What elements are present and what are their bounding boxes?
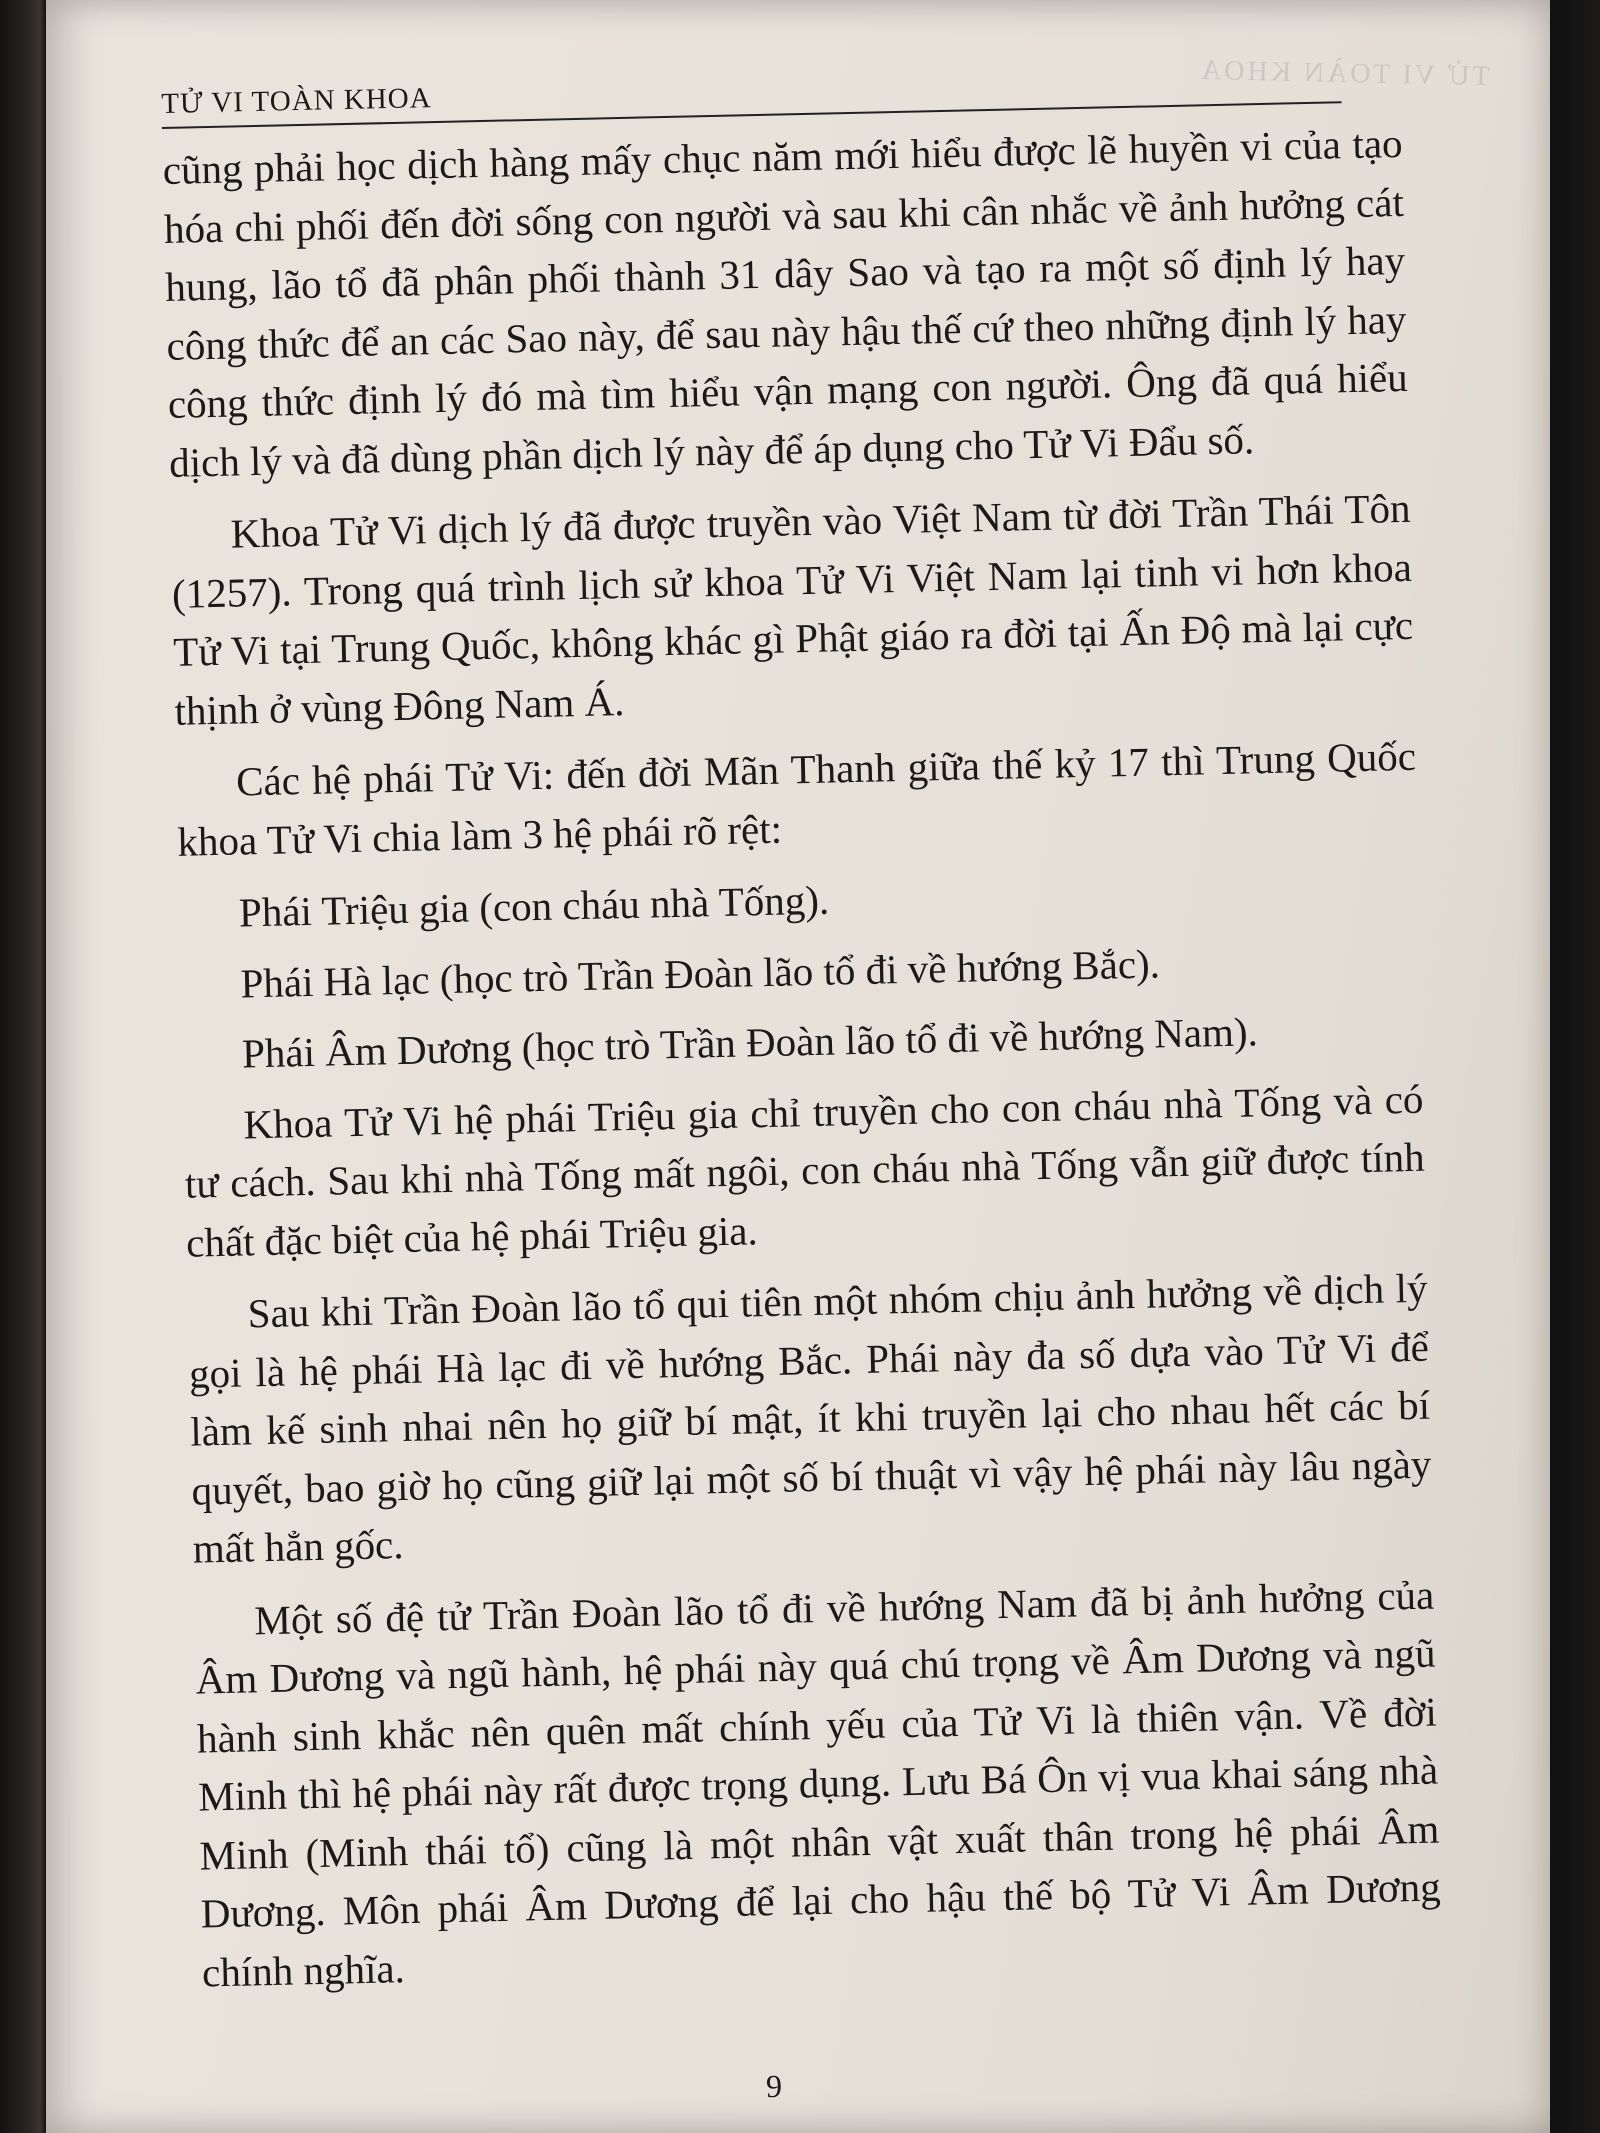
paragraph-5: Sau khi Trần Đoàn lão tổ qui tiên một nhóm chịu ảnh hưởng về dịch lý gọi là hệ phái Hà lạc đi về hướng Bắc. Phái này đa số dựa vào Tử Vi để làm kế sinh nhai nên họ giữ bí mật, ít khi truyền lại cho nhau hết các bí quyết, bao giờ họ cũng giữ lại một số bí thuật vì vậy hệ phái này lâu ngày mất hẳn gốc. [188,1264,1432,1572]
show-through-header: TỬ VI TOÀN KHOA [1198,54,1491,93]
list-item-ha-lac: Phái Hà lạc (học trò Trần Đoàn lão tổ đi về hướng Bắc). [240,939,1161,1006]
body-text [162,114,1442,2002]
list-item-trieu-gia: Phái Triệu gia (con cháu nhà Tống). [238,876,830,936]
running-header: TỬ VI TOÀN KHOA [161,62,1342,129]
page-number: 9 [765,2067,783,2105]
paragraph-4: Khoa Tử Vi hệ phái Triệu gia chỉ truyền cho con cháu nhà Tống và có tư cách. Sau khi nhà Tống mất ngôi, con cháu nhà Tống vẫn giữ được tính chất đặc biệt của hệ phái Triệu gia. [184,1075,1426,1266]
list-item-am-duong: Phái Âm Dương (học trò Trần Đoàn lão tổ đi về hướng Nam). [241,1008,1259,1077]
page-content [161,61,1443,2016]
book-page [46,0,1550,2133]
paragraph-6: Một số đệ tử Trần Đoàn lão tổ đi về hướng Nam đã bị ảnh hưởng của Âm Dương và ngũ hành, hệ phái này quá chú trọng về Âm Dương và ngũ hành sinh khắc nên quên mất chính yếu của Tử Vi là thiên vận. Về đời Minh thì hệ phái này rất được trọng dụng. Lưu Bá Ôn vị vua khai sáng nhà Minh (Minh thái tổ) cũng là một nhân vật xuất thân trong hệ phái Âm Dương. Môn phái Âm Dương để lại cho hậu thế bộ Tử Vi Âm Dương chính nghĩa. [195,1571,1442,1996]
paragraph-1: cũng phải học dịch hàng mấy chục năm mới hiểu được lẽ huyền vi của tạo hóa chi phối đến đời sống con người và sau khi cân nhắc về ảnh hưởng cát hung, lão tổ đã phân phối thành 31 dây Sao và tạo ra một số định lý hay công thức để an các Sao này, để sau này hậu thế cứ theo những định lý hay công thức định lý đó mà tìm hiểu vận mạng con người. Ông đã quá hiểu dịch lý và đã dùng phần dịch lý này để áp dụng cho Tử Vi Đẩu số. [162,119,1409,486]
paragraph-2: Khoa Tử Vi dịch lý đã được truyền vào Việt Nam từ đời Trần Thái Tôn (1257). Trong quá trình lịch sử khoa Tử Vi Việt Nam lại tinh vi hơn khoa Tử Vi tại Trung Quốc, không khác gì Phật giáo ra đời tại Ấn Độ mà lại cực thịnh ở vùng Đông Nam Á. [171,484,1414,734]
paragraph-3: Các hệ phái Tử Vi: đến đời Mãn Thanh giữa thế kỷ 17 thì Trung Quốc khoa Tử Vi chia làm 3 hệ phái rõ rệt: [176,732,1417,865]
